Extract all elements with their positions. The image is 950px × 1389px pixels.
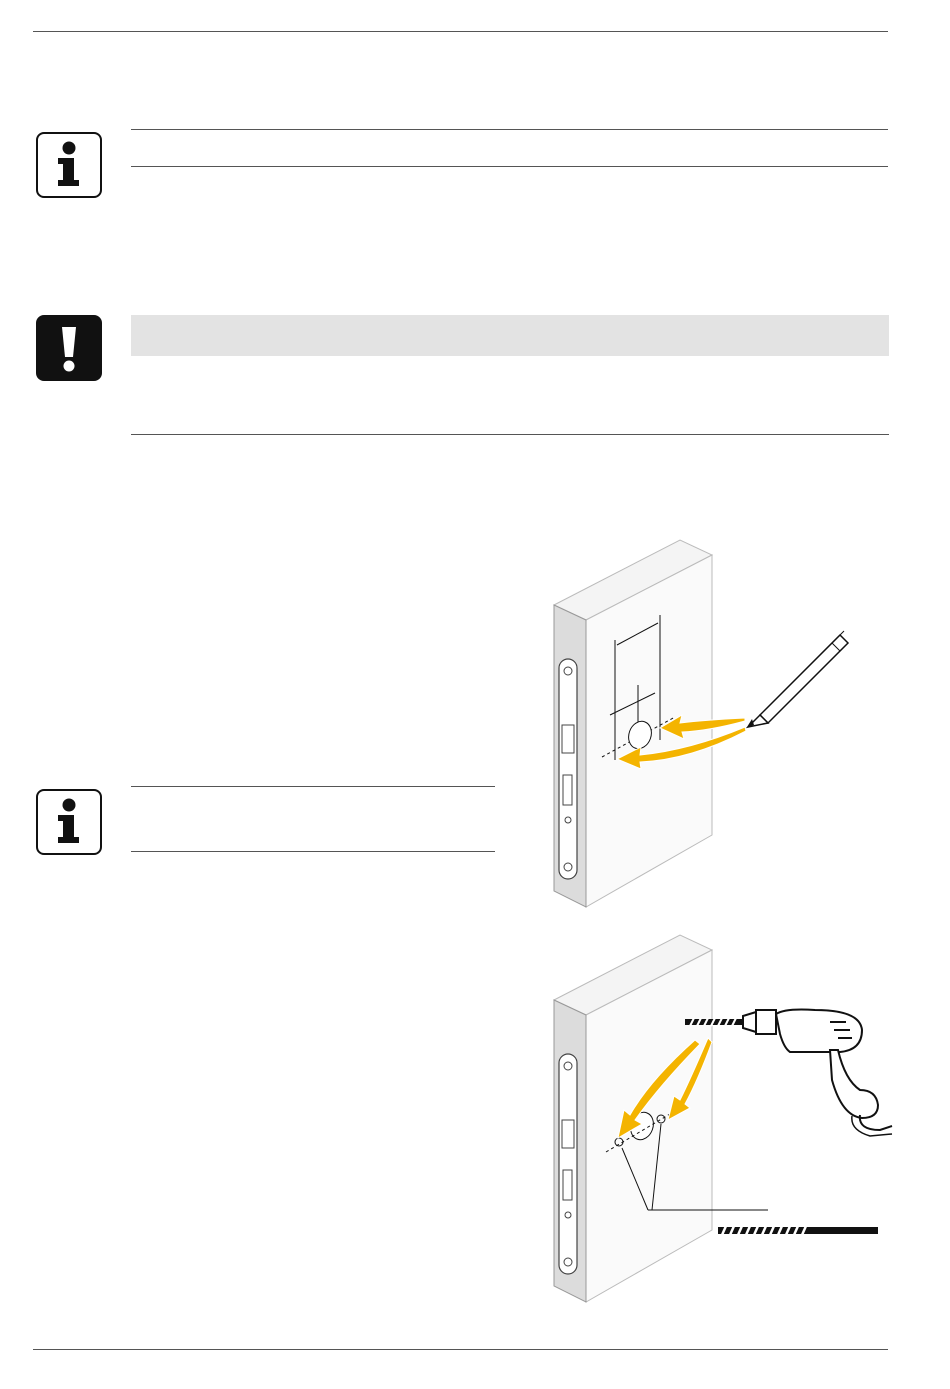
lock-faceplate xyxy=(559,1054,577,1274)
info-icon xyxy=(36,132,102,198)
drill-bit-icon xyxy=(685,1018,743,1026)
drill-icon xyxy=(743,1010,892,1137)
footer-rule xyxy=(33,1349,888,1350)
warning-header-bar xyxy=(131,315,889,356)
info-icon xyxy=(36,789,102,855)
info-lower-bottom-rule xyxy=(131,851,495,852)
pencil-icon xyxy=(747,631,848,727)
info-lower-top-rule xyxy=(131,786,495,787)
lock-faceplate xyxy=(559,659,577,879)
info-bottom-rule xyxy=(131,166,888,167)
warning-bottom-rule xyxy=(131,434,889,435)
header-rule xyxy=(33,31,888,32)
marking-illustration xyxy=(540,535,860,915)
info-top-rule xyxy=(131,129,888,130)
drilling-illustration xyxy=(540,930,900,1310)
exclamation-icon xyxy=(36,315,102,381)
drill-depth-indicator xyxy=(718,1226,878,1235)
